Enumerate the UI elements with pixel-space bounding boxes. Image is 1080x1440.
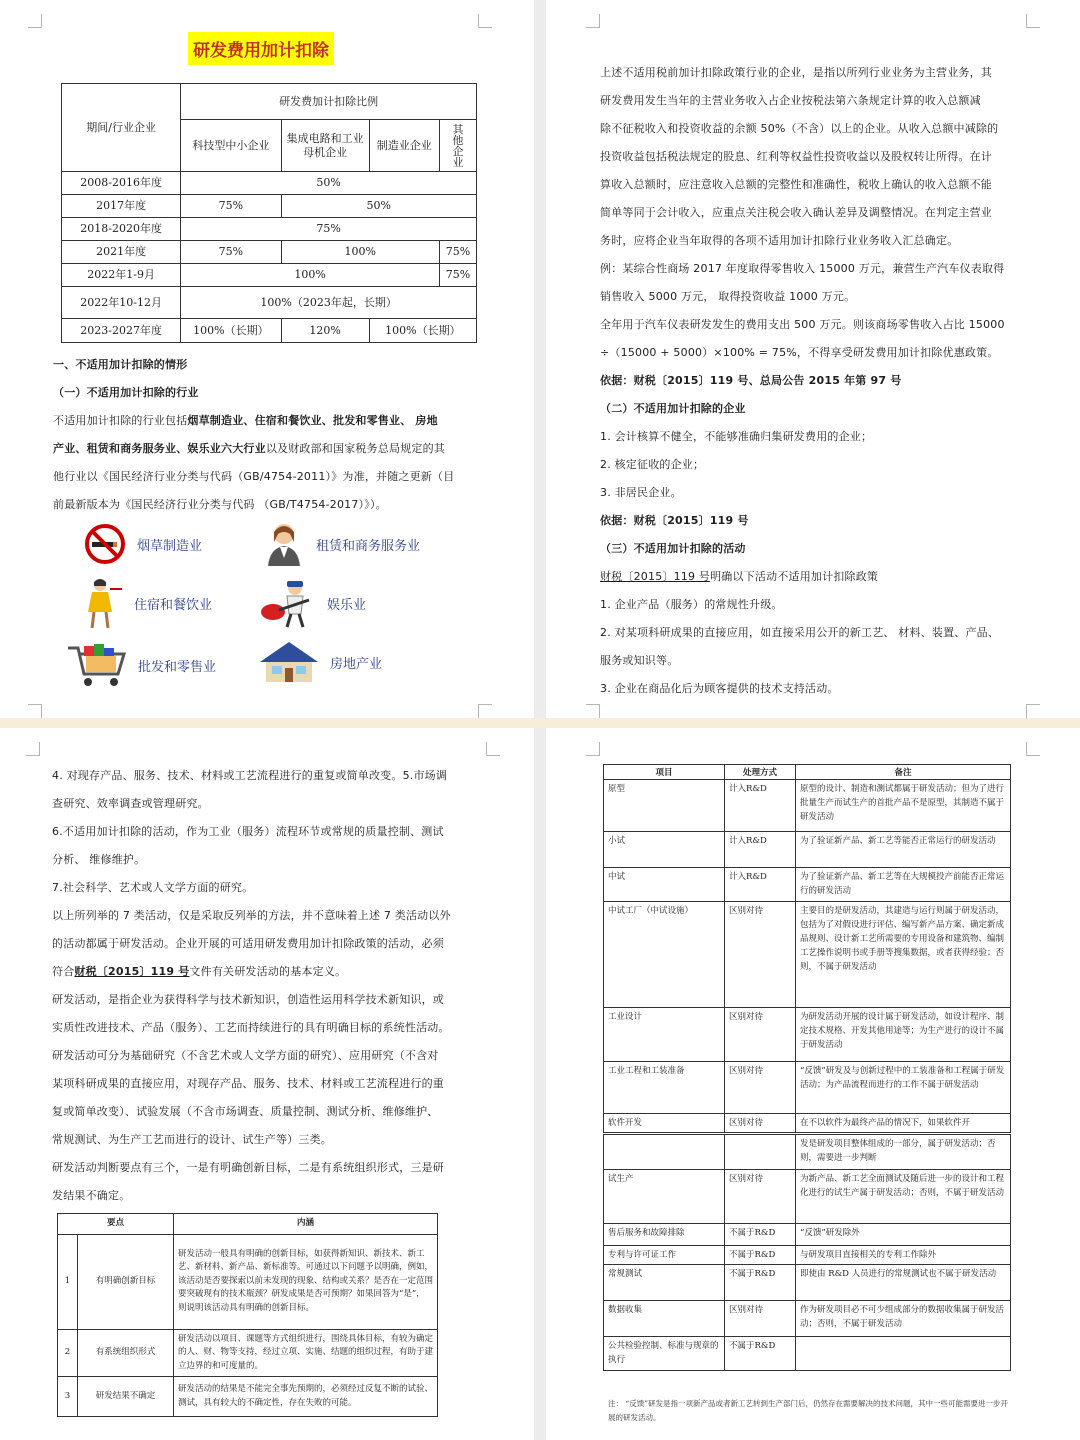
footnote-label: 注： [608, 1399, 623, 1408]
table-cell: 75% [181, 241, 281, 264]
text-line: 研发活动，是指企业为获得科学与技术新知识，创造性运用科学技术新知识，或 [52, 993, 444, 1006]
table-cell: 75% [439, 241, 476, 264]
row-note: “反馈”研发除外 [796, 1224, 1011, 1246]
row-method [725, 1134, 796, 1170]
text-line: 4. 对现存产品、服务、技术、材料或工艺流程进行的重复或简单改变。5.市场调 [52, 769, 448, 782]
guitar-player-icon [259, 578, 317, 628]
text-line: 销售收入 5000 万元， 取得投资收益 1000 万元。 [600, 290, 856, 303]
page-3 [0, 728, 534, 1440]
row-method: 不属于R&D [725, 1337, 796, 1371]
row-number: 3 [58, 1377, 78, 1417]
list-item: 1. 企业产品（服务）的常规性升级。 [600, 598, 783, 611]
row-method: 区别对待 [725, 1301, 796, 1337]
paragraph-activities [52, 762, 492, 1210]
table-row-period: 2023-2027年度 [62, 319, 181, 343]
doc-reference-link: 财税〔2015〕119 号 [600, 570, 711, 583]
page-corner-mark [478, 704, 492, 718]
waitress-icon [80, 576, 124, 630]
doc-title: 研发费用加计扣除 [188, 32, 334, 65]
row-item: 中试 [604, 868, 725, 902]
page-corner-mark [586, 704, 600, 718]
page-2 [546, 0, 1080, 718]
row-note: 即使由 R&D 人员进行的常规测试也不属于研发活动 [796, 1265, 1011, 1301]
header-note: 备注 [796, 765, 1011, 780]
row-method: 区别对待 [725, 1170, 796, 1224]
row-method: 不属于R&D [725, 1224, 796, 1246]
text-line: 简单等同于会计收入，应重点关注税会收入确认差异及调整情况。在判定主营业 [600, 206, 992, 219]
shopping-cart-icon [66, 642, 128, 688]
header-method: 处理方式 [725, 765, 796, 780]
text-span: 文件有关研发活动的基本定义。 [189, 965, 347, 978]
row-item: 中试工厂（中试设施） [604, 902, 725, 1008]
text-line: 的活动都属于研发活动。企业开展的可适用研发费用加计扣除政策的活动，必须 [52, 937, 444, 950]
row-item: 公共检验控制、标准与规章的执行 [604, 1337, 725, 1371]
row-method: 区别对待 [725, 1062, 796, 1114]
row-note: 作为研发项目必不可少组成部分的数据收集属于研发活动；否则，不属于研发活动 [796, 1301, 1011, 1337]
row-item: 小试 [604, 832, 725, 868]
businesswoman-icon [262, 520, 306, 568]
row-note: “反馈”研发及与创新过程中的工装准备和工程属于研发活动；为产品流程而进行的工作不属于研发活动 [796, 1062, 1011, 1114]
page-corner-mark [1026, 742, 1040, 756]
list-item: 3. 企业在商品化后为顾客提供的技术支持活动。 [600, 682, 839, 695]
text-line: 投资收益包括税法规定的股息、红利等权益性投资收益以及股权转让所得。在计 [600, 150, 992, 163]
list-item: 2. 核定征收的企业； [600, 458, 705, 471]
text-span: 以及财政部和国家税务总局规定的其 [265, 442, 446, 455]
row-note: 在不以软件为最终产品的情况下，如果软件开 [796, 1114, 1011, 1134]
row-item: 软件开发 [604, 1114, 725, 1134]
row-method: 不属于R&D [725, 1246, 796, 1265]
text-line: 他行业以《国民经济行业分类与代码（GB/4754-2011）》为准，并随之更新（目 [53, 470, 455, 483]
basis-note: 依据：财税〔2015〕119 号 [600, 514, 749, 527]
rd-items-table [603, 764, 1011, 1371]
row-item: 专利与许可证工作 [604, 1246, 725, 1265]
list-item: 3. 非居民企业。 [600, 486, 682, 499]
text-span: 明确以下活动不适用加计扣除政策 [710, 570, 879, 583]
page-corner-mark [28, 14, 42, 28]
col-other: 其他企业 [439, 120, 476, 172]
table-cell: 100%（长期） [181, 319, 281, 343]
industry-retail [66, 642, 216, 688]
industry-realestate [258, 640, 382, 684]
no-smoking-icon [83, 522, 127, 566]
text-line: 7.社会科学、艺术或人文学方面的研究。 [52, 881, 254, 894]
table-cell: 100%（长期） [369, 319, 476, 343]
col-ic: 集成电路和工业母机企业 [281, 120, 369, 172]
col-mfg: 制造业企业 [369, 120, 439, 172]
row-method: 区别对待 [725, 902, 796, 1008]
industry-label: 批发和零售业 [138, 658, 217, 674]
industry-label: 房地产业 [330, 655, 383, 671]
row-method: 不属于R&D [725, 1265, 796, 1301]
industry-catering [80, 576, 212, 630]
row-item: 售后服务和故障排除 [604, 1224, 725, 1246]
paragraph [53, 407, 493, 519]
text-line: 例：某综合性商场 2017 年度取得零售收入 15000 万元，兼营生产汽车仪表取得 [600, 262, 1005, 275]
table-row-period: 2022年10-12月 [62, 287, 181, 319]
text-line: 发结果不确定。 [52, 1189, 131, 1202]
page-corner-mark [26, 742, 40, 756]
section-subheading: （三）不适用加计扣除的活动 [600, 542, 746, 555]
page-separator-horizontal [0, 718, 1080, 728]
doc-reference-link: 财税〔2015〕119 号 [74, 965, 190, 978]
table-row-period: 2021年度 [62, 241, 181, 264]
text-span-bold: 产业、租赁和商务服务业、娱乐业六大行业 [53, 442, 266, 455]
footnote [608, 1397, 1012, 1425]
table-cell: 75% [181, 218, 477, 241]
text-line: 研发费用发生当年的主营业务收入占企业按税法第六条规定计算的收入总额减 [600, 94, 981, 107]
text-line: 分析、 维修维护。 [52, 853, 146, 866]
row-item: 试生产 [604, 1170, 725, 1224]
basis-note: 依据：财税〔2015〕119 号、总局公告 2015 年第 97 号 [600, 374, 902, 387]
text-line: 全年用于汽车仪表研发发生的费用支出 500 万元。则该商场零售收入占比 15000 [600, 318, 1005, 331]
section-subheading: （二）不适用加计扣除的企业 [600, 402, 746, 415]
row-item: 工业工程和工装准备 [604, 1062, 725, 1114]
header-period: 期间/行业企业 [62, 84, 181, 172]
text-line: ÷（15000 + 5000）×100% = 75%，不得享受研发费用加计扣除优惠政策。 [600, 346, 999, 359]
page-corner-mark [586, 14, 600, 28]
row-method: 区别对待 [725, 1114, 796, 1134]
text-line: 除不征税收入和投资收益的余额 50%（不含）以上的企业。从收入总额中减除的 [600, 122, 999, 135]
text-line: 算收入总额时，应注意收入总额的完整性和准确性，税收上确认的收入总额不能 [600, 178, 992, 191]
row-note: 与研发项目直接相关的专利工作除外 [796, 1246, 1011, 1265]
list-item: 1. 会计核算不健全，不能够准确归集研发费用的企业； [600, 430, 873, 443]
table-cell: 75% [181, 195, 281, 218]
row-number: 2 [58, 1329, 78, 1377]
row-note: 为研发活动开展的设计属于研发活动，如设计程序、制定技术规格、开发其他用途等；为生产进行的设计不属于研发活动 [796, 1008, 1011, 1062]
text-span-bold: 烟草制造业、住宿和餐饮业、批发和零售业、 房地 [187, 414, 438, 427]
row-key-point: 有明确创新目标 [78, 1234, 174, 1329]
page-corner-mark [1026, 704, 1040, 718]
deduction-ratio-table [61, 83, 477, 343]
text-line: 查研究、效率调查或管理研究。 [52, 797, 209, 810]
row-method: 计入R&D [725, 780, 796, 832]
text-line: 前最新版本为《国民经济行业分类与代码 （GB/T4754-2017）》）。 [53, 498, 387, 511]
row-note: 原型的设计、制造和测试都属于研发活动；但为了进行批量生产而试生产的首批产品不是原型，其制造不属于研发活动 [796, 780, 1011, 832]
industry-leasing [262, 520, 420, 568]
text-line: 某项科研成果的直接应用，对现存产品、服务、技术、材料或工艺流程进行的重 [52, 1077, 444, 1090]
house-icon [258, 640, 320, 684]
header-connotation: 内涵 [174, 1214, 438, 1235]
page-1 [0, 0, 534, 718]
page-corner-mark [486, 742, 500, 756]
table-cell: 100% [181, 264, 440, 287]
row-note: 主要目的是研发活动，其建造与运行则属于研发活动，包括为了对假设进行评估、编写新产品方案、确定新成品规则、设计新工艺所需要的专用设备和建筑物、编制工艺操作说明书或手册等搜集数据，或者获得经验；否则，不属于研发活动 [796, 902, 1011, 1008]
row-item: 常规测试 [604, 1265, 725, 1301]
industry-label: 租赁和商务服务业 [316, 537, 421, 553]
text-line: 以上所列举的 7 类活动，仅是采取反列举的方法，并不意味着上述 7 类活动以外 [52, 909, 451, 922]
list-item-continued: 服务或知识等。 [600, 654, 679, 667]
industry-label: 住宿和餐饮业 [134, 596, 213, 612]
row-item [604, 1134, 725, 1170]
row-connotation: 研发活动以项目、课题等方式组织进行，围绕具体目标，有较为确定的人、财、物等支持，经过立项、实施、结题的组织过程，有助于建立边界的和可度量的。 [174, 1329, 438, 1377]
table-cell: 120% [281, 319, 369, 343]
table-row-period: 2018-2020年度 [62, 218, 181, 241]
text-line: 研发活动可分为基础研究（不含艺术或人文学方面的研究）、应用研究（不含对 [52, 1049, 439, 1062]
row-method: 计入R&D [725, 832, 796, 868]
industry-entertainment [259, 578, 366, 628]
table-cell: 75% [439, 264, 476, 287]
row-method: 计入R&D [725, 868, 796, 902]
text-line: 上述不适用税前加计扣除政策行业的企业，是指以所列行业业务为主营业务，其 [600, 66, 992, 79]
header-ratio: 研发费加计扣除比例 [181, 84, 477, 120]
row-note [796, 1337, 1011, 1371]
row-number: 1 [58, 1234, 78, 1329]
page-corner-mark [586, 742, 600, 756]
rd-criteria-table [57, 1213, 438, 1417]
row-note: 发是研发项目整体组成的一部分，属于研发活动；否则，需要进一步判断 [796, 1134, 1011, 1170]
text-line: 复或简单改变）、试验发展（不含市场调查、质量控制、测试分析、维修维护、 [52, 1105, 439, 1118]
text-line: 研发活动判断要点有三个，一是有明确创新目标，二是有系统组织形式，三是研 [52, 1161, 444, 1174]
row-key-point: 研发结果不确定 [78, 1377, 174, 1417]
row-key-point: 有系统组织形式 [78, 1329, 174, 1377]
table-row-period: 2017年度 [62, 195, 181, 218]
paragraph-main-business [600, 59, 1040, 703]
row-note: 为了验证新产品、新工艺等能否正常运行的研发活动 [796, 832, 1011, 868]
page-corner-mark [28, 704, 42, 718]
footnote-text: “反馈”研发是指一项新产品或者新工艺转到生产部门后，仍然存在需要解决的技术问题，其中一些可能需要进一步开展的研发活动。 [608, 1399, 1009, 1422]
text-line: 6.不适用加计扣除的活动，作为工业（服务）流程环节或常规的质量控制、测试 [52, 825, 444, 838]
table-cell: 100% [281, 241, 439, 264]
text-span: 符合 [52, 965, 75, 978]
row-connotation: 研发活动的结果是不能完全事先预期的，必须经过反复不断的试验、测试，具有较大的不确定性，存在失败的可能。 [174, 1377, 438, 1417]
header-item: 项目 [604, 765, 725, 780]
table-cell: 50% [181, 172, 477, 195]
row-connotation: 研发活动一般具有明确的创新目标，如获得新知识、新技术、新工艺、新材料、新产品、新标准等。可通过以下问题予以明确，例如，该活动是否要探索以前未发现的现象、结构或关系？是否在一定范围要突破现有的技术瓶颈？研发成果是否可预期？如果回答为“是”，则说明该活动具有明确的创新目标。 [174, 1234, 438, 1329]
industry-label: 娱乐业 [327, 596, 367, 612]
row-item: 数据收集 [604, 1301, 725, 1337]
page-corner-mark [478, 14, 492, 28]
row-note: 为了验证新产品、新工艺等在大规模投产前能否正常运行的研发活动 [796, 868, 1011, 902]
table-cell: 50% [281, 195, 476, 218]
industry-tobacco [83, 522, 202, 566]
page-corner-mark [1026, 14, 1040, 28]
text-line: 常规测试、为生产工艺而进行的设计、试生产等）三类。 [52, 1133, 332, 1146]
table-row-period: 2008-2016年度 [62, 172, 181, 195]
industry-label: 烟草制造业 [137, 537, 203, 553]
table-cell: 100%（2023年起，长期） [181, 287, 477, 319]
row-method: 区别对待 [725, 1008, 796, 1062]
row-note: 为新产品、新工艺全面测试及随后进一步的设计和工程化进行的试生产属于研发活动；否则，不属于研发活动 [796, 1170, 1011, 1224]
col-sme: 科技型中小企业 [181, 120, 281, 172]
section-subheading: （一）不适用加计扣除的行业 [53, 386, 199, 399]
row-item: 工业设计 [604, 1008, 725, 1062]
table-row-period: 2022年1-9月 [62, 264, 181, 287]
text-line: 务时，应将企业当年取得的各项不适用加计扣除行业业务收入汇总确定。 [600, 234, 959, 247]
page-4 [546, 728, 1080, 1440]
text-span: 不适用加计扣除的行业包括 [53, 414, 188, 427]
row-item: 原型 [604, 780, 725, 832]
section-heading: 一、不适用加计扣除的情形 [53, 358, 188, 371]
list-item: 2. 对某项科研成果的直接应用，如直接采用公开的新工艺、 材料、装置、产品、 [600, 626, 1000, 639]
header-key-point: 要点 [58, 1214, 174, 1235]
text-line: 实质性改进技术、产品（服务）、工艺而持续进行的具有明确目标的系统性活动。 [52, 1021, 450, 1034]
